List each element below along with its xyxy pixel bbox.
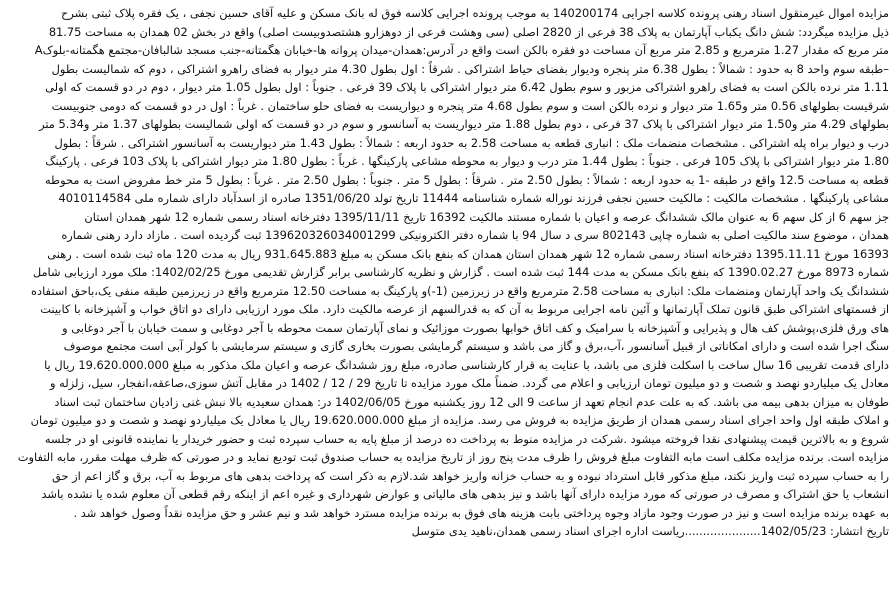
notice-line: 1.11 متر نرده بالکن است به فضای راهرو اشتراکی مزبور و سوم بطول 6.42 متر دیوار اشتراکی با پلاک 39 فرعی . جنوباً : اول بطول 1.05 متر دیوار ، دوم در دو قسمت که اولی — [45, 80, 889, 94]
notice-line: قطعه به مساحت 12.5 واقع در طبقه -1 به حدود اربعه : شمالاً : بطول 2.50 متر . شرقاً : بطول 5 متر . جنوباً : بطول 2.50 متر . غرباً : بطول 5 متر خط مفروض است به محوطه — [44, 172, 889, 187]
notice-line: از قسمتهای اشتراکی طبق قانون تملک آپارتمانها و آئین نامه اجرایی مربوط به آن که به قدرالسهم از عرصه مالکیت دارد. ملک مورد ارزیابی دارای دو اتاق خواب و آشپزخانه با کابینت — [40, 302, 889, 316]
notice-line: درب و دیوار براه پله اشتراکی . مشخصات منضمات ملک : انباری قطعه به مساحت 2.58 به حدود اربعه : شمالاً : بطول 1.43 متر دیواریست به آسانسور اشتراکی . شرقاً : بطول — [54, 135, 889, 150]
notice-line: متر مربع که مقدار 1.27 مترمربع و 2.85 متر مربع آن مساحت دو فقره بالکن است واقع در آدرس:همدان-میدان پروانه ها-خیابان هگمتانه-جنب مسجد شالبافان-مجتمع هگمتانه-بلوکA — [34, 43, 889, 57]
notice-line: را به حساب سپرده ثبت واریز نکند، مبلغ مذکور قابل استرداد نبوده و به حساب خزانه واریز خواهد شد.لازم به ذکر است که پرداخت بدهی های مربوط به آب، برق و گاز اعم از حق — [52, 468, 889, 483]
notice-line: شرقیست بطولهای 0.56 متر و1.65 متر دیوار و نرده بالکن است و سوم بطول 4.68 متر پنجره و دیواریست به فضای حلو ساختمان . غرباً : اول در دو قسمت که دومی جنوبیست — [51, 98, 889, 113]
notice-line: 1.80 متر دیوار اشتراکی با پلاک 105 فرعی . جنوباً : بطول 1.44 متر درب و دیوار به محوطه مشاعی پارکینگها . غرباً : بطول 1.80 متر دیوار اشتراکی با پلاک 103 فرعی . پارکینگ — [45, 154, 889, 168]
notice-line: به عهده برنده مزایده است و نیز در صورت وجود مازاد وجوه پرداختی بابت هزینه های فوق به برنده مزایده مسترد خواهد شد و نیم عشر و حق مزایده نقداً وصول خواهد شد . — [73, 505, 889, 520]
notice-line: همدان ، موضوع سند مالکیت اصلی به شماره چاپی 802143 سری د سال 94 با شماره دفتر الکترونیکی 139620326034001299 ثبت گردیده است . مازاد دارد رهنی شماره — [61, 228, 889, 242]
notice-line: بطولهای 4.29 متر و1.50 متر دیوار اشتراکی با پلاک 37 فرعی ، دوم بطول 1.88 متر دیواریست به آسانسور و سوم در دو قسمت که اولی شمالیست بطولهای 1.37 متر و5.34 متر — [39, 117, 889, 131]
notice-line: –طبقه سوم واحد 8 به حدود : شمالاً : بطول 6.38 متر پنجره ودیوار بفضای حیاط اشتراکی . شرقاً : اول بطول 4.30 متر دیوار به فضای راهرو اشتراکی ، دوم که شمالیست بطول — [51, 61, 889, 76]
notice-line: دارای قدمت تقریبی 16 سال ساخت با اسکلت فلزی می باشد، با عنایت به قرار کارشناسی صادره، مبلغ روز ششدانگ عرصه و اعیان ملک مذکور به مبلغ 19.620.000.000 ریال یا — [44, 357, 889, 372]
notice-line: جز سهم 6 از کل سهم 6 به عنوان مالک ششدانگ عرصه و اعیان با شماره مستند مالکیت 16392 تاریخ 1395/11/11 دفترخانه اسناد رسمی شماره 12 شهر همدان استان — [84, 209, 889, 224]
notice-line: معادل یک میلیاردو نهصد و شصت و دو میلیون تومان ارزیابی و اعلام می گردد. ضمناً ملک مورد مزایده تا تاریخ 29 / 12 / 1402 در مقابل آتش سوزی،صاعقه،انفجار، سیل، زلزله و — [50, 376, 889, 390]
notice-line: طوفان به میزان بدهی بیمه می باشد. که به علت عدم انجام تعهد از ساعت 9 الی 12 روز یکشنبه مورخ 1402/06/05 در: همدان سعیدیه بالا نبش غنی زادیان ساختمان ثبت اسناد — [54, 394, 889, 409]
notice-line: انشعاب یا حق اشتراک و مصرف در صورتی که مورد مزایده دارای آنها باشد و نیز بدهی های مالیاتی و عوارض شهرداری و غیره اعم از اینکه رقم قطعی آن معلوم شده یا نشده باشد — [41, 487, 889, 501]
notice-line: شماره 8973 مورخ 1390.02.27 که بنفع بانک مسکن به مدت 144 ثبت شده است . گزارش و نظریه کارشناسی برابر گزارش تقدیمی مورخ 1402/02/25: ملک مورد ارزیابی شامل — [32, 265, 889, 279]
notice-body — [6, 4, 889, 541]
notice-line: مشاعی پارکینگها . مشخصات مالکیت : مالکیت حسین نجفی فرزند نوراله شماره شناسنامه 11444 تاریخ تولد 1351/06/20 صادره از اسدآباد دارای شماره ملی 4010114584 — [58, 191, 889, 205]
notice-line: و املاک طبقه اول واحد اجرای اسناد رسمی همدان از طریق مزایده به فروش می رسد. مزایده از مبلغ 19.620.000.000 ریال یا معادل یک میلیاردو نهصد و شصت و دو میلیون تومان — [30, 413, 889, 427]
notice-line: ششدانگ یک واحد آپارتمان ومنضمات ملک: انباری به مساحت 2.58 مترمربع واقع در زیرزمین (1-)و پارکینگ به مساحت 12.50 مترمربع واقع در زیرزمین طبقه منفی یک،باحق استفاده — [31, 283, 889, 298]
notice-line: شروع و به بالاترین قیمت پیشنهادی نقدا فروخته میشود .شرکت در مزایده منوط به پرداخت ده درصد از مبلغ پایه به حساب سپرده ثبت و حضور خریدار یا نماینده قانونی او در جلسه — [44, 431, 889, 446]
notice-line: های ورق فلزی،پوشش کف هال و پذیرایی و آشپزخانه با سرامیک و کف اتاق خوابها بصورت موزائیک و نمای آپارتمان سمت محوطه با آجر دوغابی و سمت خیابان با آجر دوغابی و — [62, 320, 889, 335]
notice-line: مزایده است. برنده مزایده مکلف است مابه التفاوت مبلغ فروش را ظرف مدت پنج روز از تاریخ مزایده به حساب صندوق ثبت تودیع نماید و در صورتی که ظرف مهلت مقرر، مابه التفاوت — [17, 450, 889, 464]
notice-line: 16393 مورخ 1395.11.11 دفترخانه اسناد رسمی شماره 12 شهر همدان استان همدان که بنفع بانک مسکن به مبلغ 931.645.883 ریال به مدت 120 ماه ثبت شده است . رهنی — [47, 246, 889, 261]
notice-line: ذیل مزایده میگردد: شش دانگ یکباب آپارتمان به پلاک 38 فرعی از 2820 اصلی (سی وهشت فرعی از دوهزارو هشتصدوبیست اصلی) واقع در بخش 02 همدان به مساحت 81.75 — [48, 24, 889, 39]
notice-line: تاریخ انتشار: 1402/05/23.....................ریاست اداره اجرای اسناد رسمی همدان،ناهید یدی متوسل — [411, 524, 889, 538]
notice-line: مزایده اموال غیرمنقول اسناد رهنی پرونده کلاسه اجرایی 140200174 به موجب پرونده اجرایی کلاسه فوق له بانک مسکن و علیه آقای حسین نجفی ، یک فقره پلاک ثبتی بشرح — [60, 6, 889, 20]
notice-line: سنگ اجرا شده است و دارای امکاناتی از قبیل آسانسور ،آب،برق و گاز می باشد و سیستم گرمایشی بصورت بخاری گازی و سیستم سرمایشی با کولر آبی است مجتمع موصوف — [63, 339, 889, 353]
